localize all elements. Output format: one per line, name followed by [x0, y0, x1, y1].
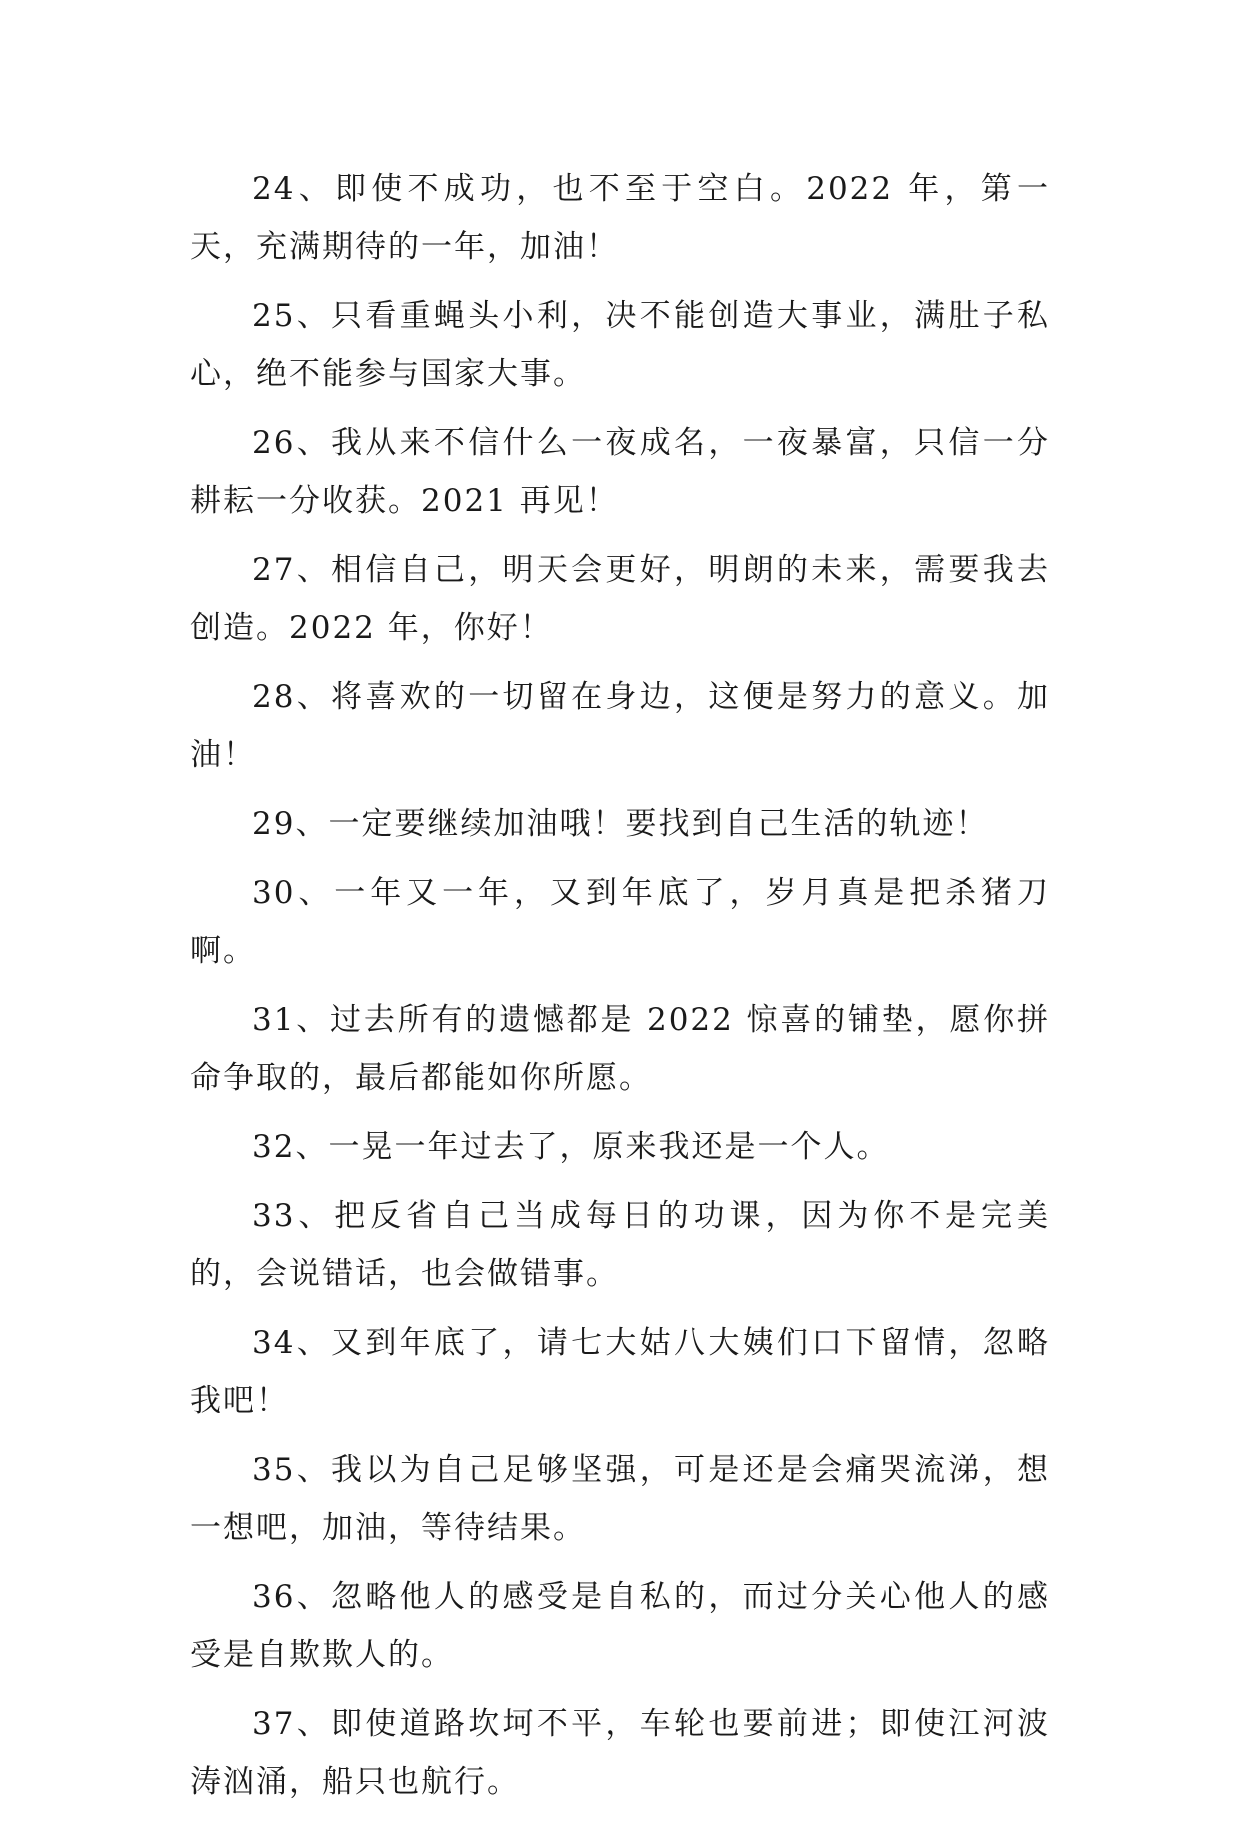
paragraph-37: 37、即使道路坎坷不平，车轮也要前进；即使江河波涛汹涌，船只也航行。	[190, 1706, 1050, 1800]
paragraph-31: 31、过去所有的遗憾都是 2022 惊喜的铺垫，愿你拼命争取的，最后都能如你所愿。	[190, 1002, 1050, 1096]
paragraph-34: 34、又到年底了，请七大姑八大姨们口下留情，忽略我吧！	[190, 1325, 1050, 1419]
paragraph-25: 25、只看重蝇头小利，决不能创造大事业，满肚子私心，绝不能参与国家大事。	[190, 298, 1050, 392]
paragraph-26: 26、我从来不信什么一夜成名，一夜暴富，只信一分耕耘一分收获。2021 再见！	[190, 425, 1050, 519]
paragraph-29: 29、一定要继续加油哦！要找到自己生活的轨迹！	[252, 806, 989, 842]
paragraph-24: 24、即使不成功，也不至于空白。2022 年，第一天，充满期待的一年，加油！	[190, 171, 1050, 265]
paragraph-32: 32、一晃一年过去了，原来我还是一个人。	[252, 1129, 890, 1165]
paragraph-28: 28、将喜欢的一切留在身边，这便是努力的意义。加油！	[190, 679, 1050, 773]
paragraph-36: 36、忽略他人的感受是自私的，而过分关心他人的感受是自欺欺人的。	[190, 1579, 1050, 1673]
paragraph-30: 30、一年又一年，又到年底了，岁月真是把杀猪刀啊。	[190, 875, 1050, 969]
paragraph-27: 27、相信自己，明天会更好，明朗的未来，需要我去创造。2022 年，你好！	[190, 552, 1050, 646]
paragraph-35: 35、我以为自己足够坚强，可是还是会痛哭流涕，想一想吧，加油，等待结果。	[190, 1452, 1050, 1546]
document-body	[190, 160, 1050, 1822]
paragraph-33: 33、把反省自己当成每日的功课，因为你不是完美的，会说错话，也会做错事。	[190, 1198, 1050, 1292]
